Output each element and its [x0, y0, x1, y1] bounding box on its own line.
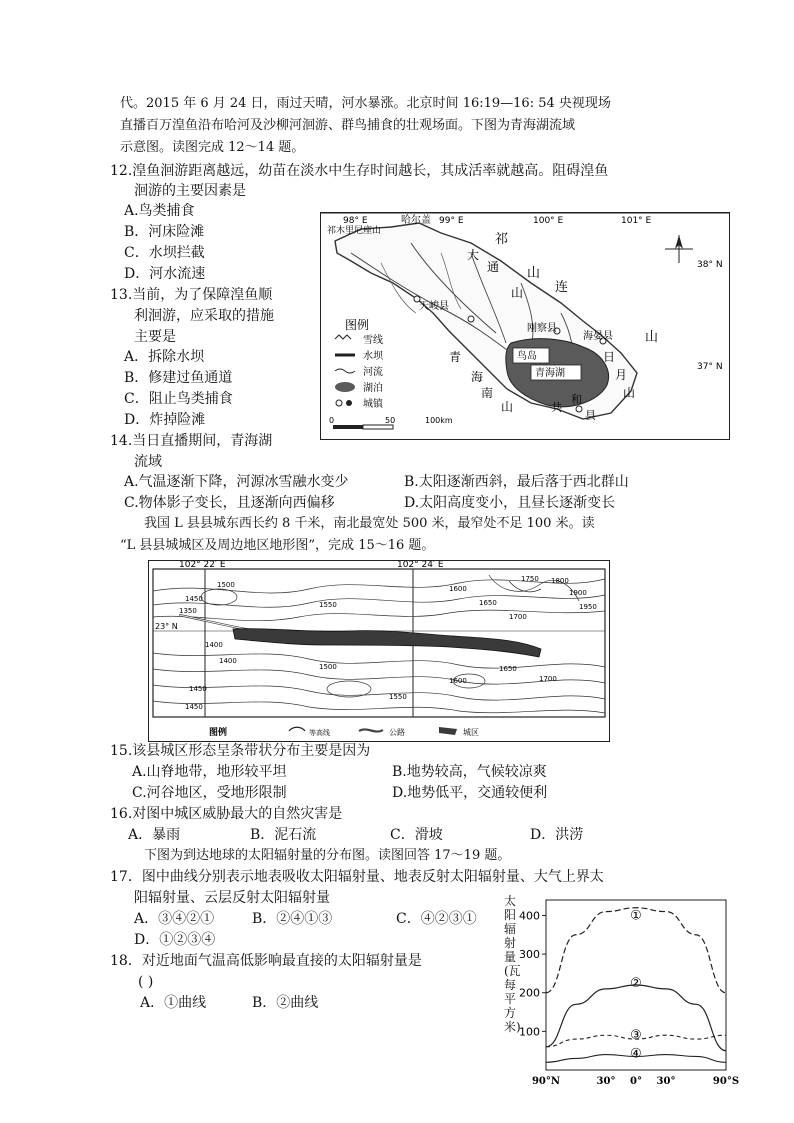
lon-98: 98° E — [343, 216, 368, 226]
contour-1500-b: 1500 — [319, 663, 337, 671]
contour-1600-a: 1600 — [449, 585, 467, 593]
contour-1400-a: 1400 — [205, 641, 223, 649]
q16-stem: 16.对图中城区威胁最大的自然灾害是 — [110, 806, 343, 822]
q15-stem: 15.该县城区形态呈条带状分布主要是因为 — [110, 743, 371, 759]
solar-radiation-chart — [500, 890, 750, 1090]
intro2-line-1: 我国 L 县县城东西长约 8 千米，南北最宽处 500 米，最窄处不足 100 米。读 — [144, 516, 595, 531]
contour-1950: 1950 — [579, 603, 597, 611]
place-shan-3: 山 — [511, 286, 524, 300]
q18-stem-2: ( ) — [138, 974, 154, 990]
place-niaodao: 鸟岛 — [517, 351, 537, 362]
place-hai: 海 — [471, 370, 484, 384]
q14-option-d: D.太阳高度变小，且昼长逐渐变长 — [404, 495, 616, 511]
contour-1650-b: 1650 — [499, 665, 517, 673]
lon-102-22: 102° 22′ E — [179, 561, 226, 570]
q18-option-b: B．②曲线 — [252, 995, 319, 1011]
q13-option-d: D．炸掉险滩 — [124, 412, 206, 428]
place-xian: 县 — [585, 409, 596, 422]
place-gangcha: 刚察县 — [527, 323, 557, 334]
y-tick-label: 300 — [519, 948, 540, 962]
lon-101: 101° E — [621, 216, 652, 226]
q13-option-b: B．修建过鱼通道 — [124, 370, 233, 386]
q18-option-a: A．①曲线 — [140, 995, 207, 1011]
place-qi: 祁 — [495, 232, 509, 247]
q12-stem-2: 洄游的主要因素是 — [134, 183, 246, 199]
county-topographic-map — [148, 560, 610, 742]
place-da: 大 — [467, 248, 480, 262]
contour-1700-a: 1700 — [509, 613, 527, 621]
contour-1700-b: 1700 — [539, 675, 557, 683]
place-haergai: 哈尔盖 — [401, 215, 431, 226]
contour-1350: 1350 — [179, 607, 197, 615]
contour-1550-b: 1550 — [389, 693, 407, 701]
contour-1500-a: 1500 — [217, 581, 235, 589]
place-yue: 月 — [615, 368, 628, 382]
place-gong: 共 — [551, 401, 562, 414]
x-tick-label: 0° — [630, 1076, 642, 1087]
contour-1800: 1800 — [551, 577, 569, 585]
q15-option-c: C.河谷地区，受地形限制 — [132, 785, 287, 801]
y-tick-label: 200 — [519, 986, 540, 1000]
intro-line-3: 示意图。读图完成 12～14 题。 — [120, 140, 305, 155]
contour-1900: 1900 — [569, 589, 587, 597]
q17-option-d: D．①②③④ — [134, 932, 216, 948]
q13-stem-3: 主要是 — [134, 329, 176, 345]
legend-dam: 水坝 — [363, 351, 383, 362]
intro3: 下图为到达地球的太阳辐射量的分布图。读图回答 17～19 题。 — [144, 848, 511, 863]
place-shan-2: 山 — [645, 330, 659, 345]
place-qinghaihu: 青海湖 — [535, 368, 565, 379]
q13-option-a: A．拆除水坝 — [124, 349, 205, 365]
intro-line-2: 直播百万湟鱼沿布哈河及沙柳河洄游、群鸟捕食的壮观场面。下图为青海湖流域 — [120, 118, 576, 133]
place-shan-1: 山 — [527, 266, 541, 281]
scale-0: 0 — [329, 416, 335, 425]
y-tick-label: 100 — [519, 1025, 540, 1039]
map2-legend-road: 公路 — [389, 728, 405, 737]
series-label-3: ③ — [630, 1028, 642, 1044]
q14-option-b: B.太阳逐渐西斜，最后落于西北群山 — [404, 474, 629, 490]
q12-option-a: A.鸟类捕食 — [124, 203, 195, 219]
intro-line-1: 代。2015 年 6 月 24 日，雨过天晴，河水暴涨。北京时间 16:19—16: 54 央视现场 — [120, 96, 611, 111]
q13-option-c: C．阻止鸟类捕食 — [124, 391, 233, 407]
x-tick-label: 90°S — [712, 1076, 740, 1087]
place-tianjun: 天峻县 — [419, 301, 449, 312]
q16-option-c: C．滑坡 — [390, 827, 443, 843]
place-lian: 连 — [555, 280, 569, 295]
scale-100: 100km — [425, 416, 453, 425]
contour-1400-b: 1400 — [219, 657, 237, 665]
q14-option-a: A.气温逐渐下降，河源冰雪融水变少 — [124, 474, 349, 490]
place-nan: 南 — [481, 386, 494, 400]
q16-option-d: D．洪涝 — [530, 827, 584, 843]
place-qing: 青 — [449, 350, 462, 364]
lat-38: 38° N — [697, 260, 723, 270]
contour-1650-a: 1650 — [479, 599, 497, 607]
q17-stem-1: 17．图中曲线分别表示地表吸收太阳辐射量、地表反射太阳辐射量、大气上界太 — [110, 869, 604, 885]
q13-stem-1: 13.当前，为了保障湟鱼顺 — [110, 287, 273, 303]
series-label-2: ② — [630, 975, 642, 991]
intro2-line-2: “L 县县城城区及周边地区地形图”，完成 15～16 题。 — [120, 538, 435, 553]
q12-option-b: B．河床险滩 — [124, 224, 205, 240]
legend-river: 河流 — [363, 367, 383, 378]
q17-option-c: C．④②③① — [396, 911, 477, 927]
contour-1600-b: 1600 — [449, 677, 467, 685]
place-he: 和 — [571, 393, 582, 406]
contour-1750: 1750 — [521, 575, 539, 583]
place-shan-4: 山 — [623, 386, 636, 400]
q14-stem-2: 流域 — [134, 454, 162, 470]
q17-option-b: B．②④①③ — [252, 911, 333, 927]
x-tick-label: 30° — [656, 1076, 676, 1087]
x-tick-label: 30° — [596, 1076, 616, 1087]
qinghai-lake-basin-map — [320, 212, 730, 440]
contour-1450-c: 1450 — [185, 703, 203, 711]
q15-option-b: B.地势较高，气候较凉爽 — [392, 764, 547, 780]
scale-50: 50 — [385, 416, 396, 425]
q12-option-c: C．水坝拦截 — [124, 245, 205, 261]
q18-stem-1: 18．对近地面气温高低影响最直接的太阳辐射量是 — [110, 953, 422, 969]
north-arrow-icon — [665, 235, 693, 263]
lon-99: 99° E — [439, 216, 464, 226]
lat-37: 37° N — [697, 362, 723, 372]
q12-option-d: D．河水流速 — [124, 266, 206, 282]
map2-legend-contour: 等高线 — [309, 729, 330, 737]
contour-1550-a: 1550 — [319, 601, 337, 609]
q15-option-d: D.地势低平，交通较便利 — [392, 785, 548, 801]
q12-stem-1: 12.湟鱼洄游距离越远，幼苗在淡水中生存时间越长，其成活率就越高。阻碍湟鱼 — [110, 163, 609, 179]
legend-snowline: 雪线 — [363, 335, 383, 346]
lon-102-24: 102° 24′ E — [397, 561, 444, 570]
q14-option-c: C.物体影子变长，且逐渐向西偏移 — [124, 495, 335, 511]
contour-1450-a: 1450 — [185, 595, 203, 603]
legend-lake: 湖泊 — [363, 383, 383, 394]
x-tick-label: 90°N — [531, 1076, 561, 1087]
q14-stem-1: 14.当日直播期间，青海湖 — [110, 433, 273, 449]
contour-1450-b: 1450 — [189, 685, 207, 693]
series-label-4: ④ — [630, 1046, 642, 1062]
q13-stem-2: 利洄游，应采取的措施 — [134, 308, 274, 324]
chart-ylabel: 太阳辐射量(瓦每平方米) — [504, 894, 521, 1034]
place-mountain-peak: 祁木里尼座山 — [327, 226, 382, 236]
place-tong: 通 — [487, 260, 500, 274]
q16-option-a: A．暴雨 — [128, 827, 181, 843]
legend-town: 城镇 — [363, 399, 383, 410]
lon-100: 100° E — [533, 216, 564, 226]
place-haiyan: 海晏县 — [583, 331, 613, 342]
legend-title: 图例 — [345, 318, 370, 332]
y-tick-label: 400 — [519, 909, 540, 923]
map2-legend-title: 图例 — [209, 728, 228, 738]
map2-legend-city: 城区 — [463, 728, 479, 737]
place-ri: 日 — [603, 350, 616, 364]
q17-option-a: A．③④②① — [134, 911, 215, 927]
place-shan-5: 山 — [501, 400, 514, 414]
q16-option-b: B．泥石流 — [250, 827, 317, 843]
q15-option-a: A.山脊地带，地形较平坦 — [132, 764, 287, 780]
series-label-1: ① — [630, 908, 642, 924]
q17-stem-2: 阳辐射量、云层反射太阳辐射量 — [134, 890, 330, 906]
lat-23: 23° N — [155, 622, 178, 631]
